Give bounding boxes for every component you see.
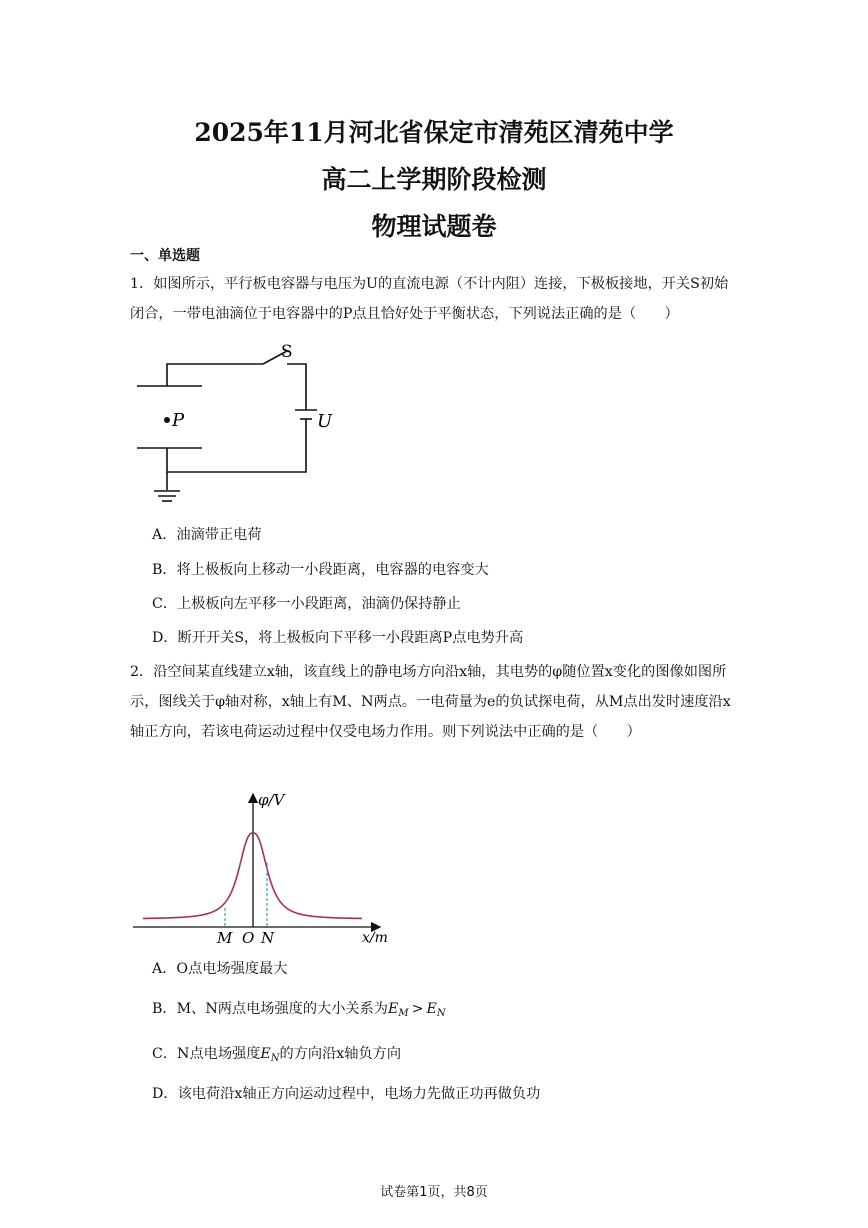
source-label: U	[317, 411, 333, 432]
exam-title-line1: 2025年11月河北省保定市清苑区清苑中学	[194, 118, 674, 147]
tick-m: M	[217, 929, 233, 947]
exam-title-line2: 高二上学期阶段检测	[321, 165, 547, 194]
q2-option-c	[152, 1043, 401, 1064]
q2-option-b-text: B．M、N两点电场强度的大小关系为	[152, 1001, 388, 1017]
q1-option-c: C．上极板向左平移一小段距离，油滴仍保持静止	[152, 596, 461, 612]
q2-option-b	[152, 998, 446, 1019]
q2-option-b-sub-n: N	[436, 1008, 446, 1019]
q2-option-c-e: E	[260, 1046, 271, 1062]
point-label: P	[172, 410, 185, 431]
tick-n: N	[261, 929, 275, 947]
potential-graph	[130, 788, 400, 948]
switch-label: S	[281, 342, 293, 362]
q2-option-b-e1: E	[388, 1001, 399, 1017]
section-heading: 一、单选题	[130, 248, 200, 264]
q1-option-a: A．油滴带正电荷	[152, 527, 262, 543]
q2-option-b-e2: E	[426, 1001, 437, 1017]
q2-option-b-sub-m: M	[398, 1008, 409, 1019]
q2-option-d: D．该电荷沿x轴正方向运动过程中，电场力先做正功再做负功	[152, 1086, 541, 1102]
q2-option-b-gt: >	[411, 1001, 424, 1017]
tick-o: O	[242, 929, 255, 947]
q1-option-b: B．将上极板向上移动一小段距离，电容器的电容变大	[152, 562, 489, 578]
y-axis-label: φ/V	[258, 791, 285, 809]
question-2-stem: 2．沿空间某直线建立x轴，该直线上的静电场方向沿x轴，其电势的φ随位置x变化的图像如图所示，图线关于φ轴对称，x轴上有M、N两点。一电荷量为e的负试探电荷，从M点出发时速度沿x轴正方向，若该电荷运动过程中仅受电场力作用。则下列说法中正确的是（ ）	[130, 664, 731, 740]
page-footer: 试卷第1页，共8页	[380, 1185, 488, 1200]
q2-option-c-sub-n: N	[270, 1053, 280, 1064]
q2-option-c-suffix: 的方向沿x轴负方向	[279, 1046, 402, 1062]
exam-title-line3: 物理试题卷	[371, 212, 497, 241]
q1-option-d: D．断开开关S，将上极板向下平移一小段距离P点电势升高	[152, 630, 524, 646]
capacitor-circuit-diagram	[130, 338, 350, 508]
x-axis-label: x/m	[362, 930, 388, 946]
q2-option-c-text: C．N点电场强度	[152, 1046, 261, 1062]
question-1-stem: 1．如图所示，平行板电容器与电压为U的直流电源（不计内阻）连接，下极板接地，开关S初始闭合，一带电油滴位于电容器中的P点且恰好处于平衡状态，下列说法正确的是（ ）	[130, 276, 729, 322]
oil-drop-point	[164, 417, 170, 423]
q2-option-a: A．O点电场强度最大	[152, 961, 288, 977]
